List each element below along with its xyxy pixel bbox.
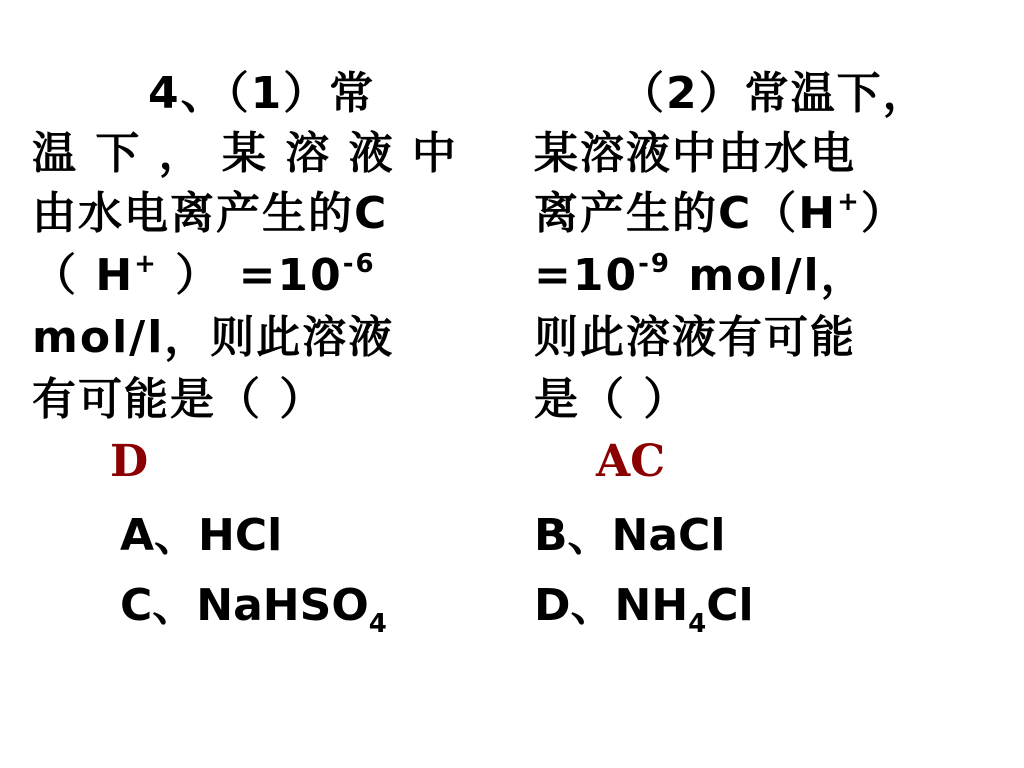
option-d (534, 578, 754, 639)
option-d-subscript: 4 (688, 609, 707, 639)
q2-line-5: 则此溶液有可能 (534, 312, 856, 363)
option-c (120, 578, 387, 639)
q1-line-1: 4、（1）常 (148, 68, 376, 119)
q2-line-3 (534, 186, 907, 242)
option-d-text: D、NH (534, 580, 689, 631)
q2-line-2: 某溶液中由水电 (534, 128, 856, 179)
q2-exponent: -9 (638, 249, 671, 279)
q1-line-2: 温 下 ， 某 溶 液 中 (32, 128, 458, 179)
option-d-suffix: Cl (706, 580, 754, 631)
q1-line-4-pre: （ H (32, 250, 135, 301)
q2-line-3-post: ） (860, 188, 907, 239)
q1-line-6: 有可能是（ ） (32, 374, 326, 425)
q2-line-4-post: mol/l， (671, 250, 867, 301)
q2-line-3-pre: 离产生的C（H (534, 188, 838, 239)
q1-superscript-plus: + (134, 249, 158, 279)
option-c-subscript: 4 (368, 609, 387, 639)
q2-line-4-pre: =10 (534, 250, 639, 301)
option-a: A、HCl (120, 510, 283, 561)
q2-line-4 (534, 248, 867, 304)
option-c-text: C、NaHSO (120, 580, 369, 631)
q1-line-3: 由水电离产生的C (32, 188, 389, 239)
q2-line-1: （2）常温下， (620, 68, 929, 119)
q1-line-5: mol/l，则此溶液 (32, 312, 395, 363)
q1-answer: D (110, 436, 149, 487)
option-b: B、NaCl (534, 510, 726, 561)
q2-answer: AC (596, 436, 666, 487)
q2-superscript-plus: + (837, 187, 861, 217)
q1-line-4-mid: ） =10 (157, 250, 343, 301)
q2-line-6: 是（ ） (534, 374, 690, 425)
q1-line-4 (32, 248, 376, 304)
q1-exponent: -6 (342, 249, 376, 279)
